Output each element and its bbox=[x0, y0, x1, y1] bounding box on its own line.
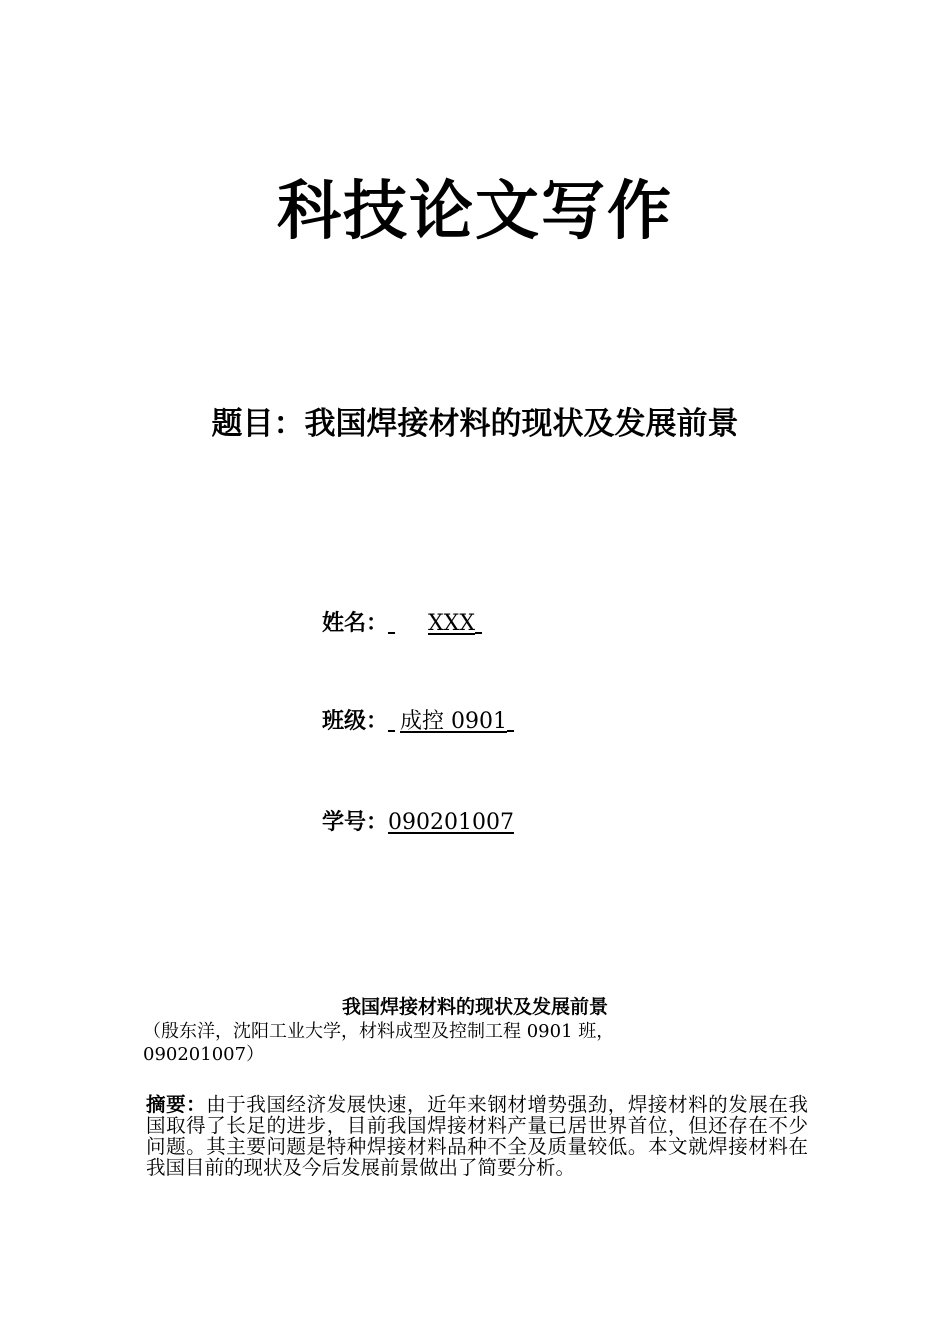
article-title: 我国焊接材料的现状及发展前景 bbox=[341, 996, 608, 1018]
abstract-label: 摘要： bbox=[146, 1093, 207, 1116]
topic-label: 题目： bbox=[211, 406, 305, 442]
name-label: 姓名： bbox=[322, 610, 389, 636]
name-row bbox=[322, 608, 525, 639]
name-value: XXX bbox=[428, 611, 476, 636]
cover-title: 科技论文写作 bbox=[277, 174, 673, 249]
author-line: （殷东洋，沈阳工业大学，材料成型及控制工程 0901 班，090201007） bbox=[143, 1021, 615, 1065]
class-value: 成控 0901 bbox=[400, 709, 507, 734]
topic-text: 我国焊接材料的现状及发展前景 bbox=[304, 406, 739, 442]
student-id-label: 学号： bbox=[322, 809, 389, 835]
student-id-row bbox=[322, 807, 514, 838]
abstract-text: 由于我国经济发展快速，近年来钢材增势强劲，焊接材料的发展在我国取得了长足的进步，目前我国焊接材料产量已居世界首位，但还存在不少问题。其主要问题是特种焊接材料品种不全及质量较低。本文就焊接材料在我国目前的现状及今后发展前景做出了简要分析。 bbox=[146, 1093, 808, 1179]
topic-line bbox=[0, 402, 950, 446]
class-label: 班级： bbox=[322, 708, 389, 734]
abstract bbox=[146, 1094, 808, 1178]
student-id-value: 090201007 bbox=[388, 810, 514, 835]
class-row bbox=[322, 706, 517, 737]
